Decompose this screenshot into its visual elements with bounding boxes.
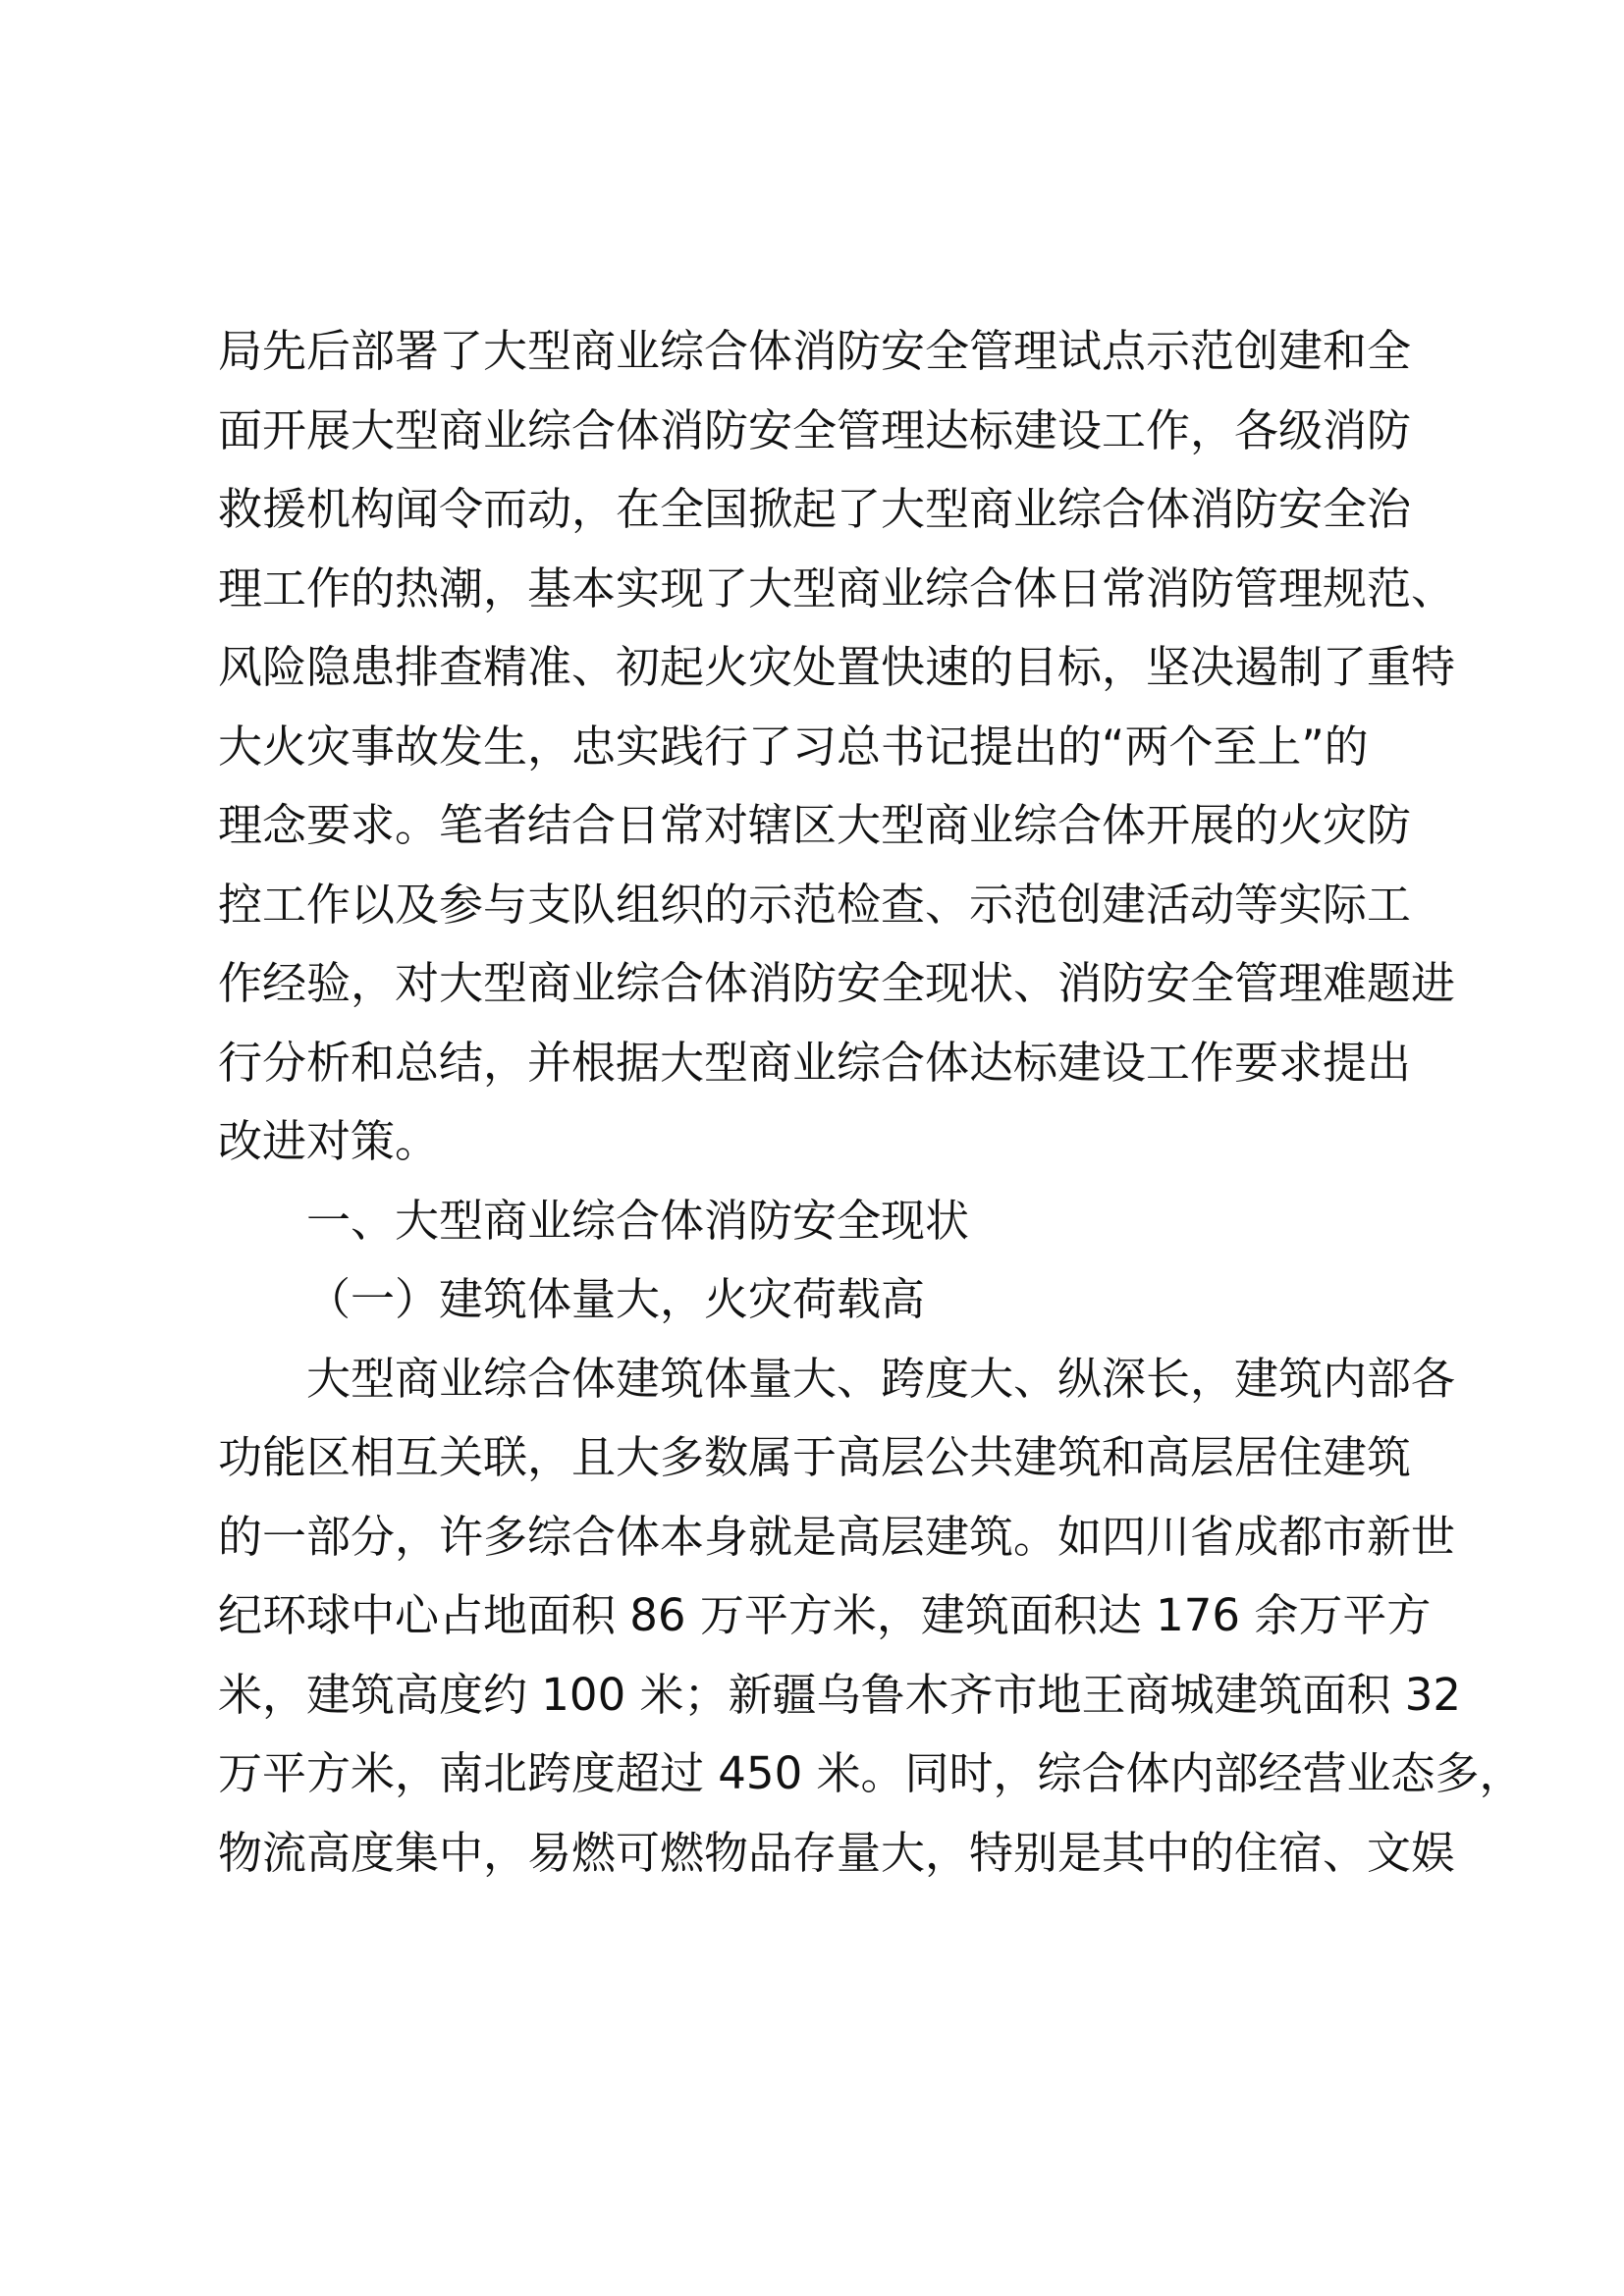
paragraph-line: 理工作的热潮，基本实现了大型商业综合体日常消防管理规范、	[218, 561, 1456, 614]
paragraph-line: 大型商业综合体建筑体量大、跨度大、纵深长，建筑内部各	[306, 1352, 1456, 1405]
section-heading: 一、大型商业综合体消防安全现状	[306, 1194, 970, 1247]
paragraph-line: 面开展大型商业综合体消防安全管理达标建设工作，各级消防	[218, 403, 1412, 456]
paragraph-line: 大火灾事故发生，忠实践行了习总书记提出的“两个至上”的	[218, 720, 1369, 773]
paragraph-line: 行分析和总结，并根据大型商业综合体达标建设工作要求提出	[218, 1036, 1412, 1089]
paragraph-line: 的一部分，许多综合体本身就是高层建筑。如四川省成都市新世	[218, 1510, 1456, 1563]
subsection-heading: （一）建筑体量大，火灾荷载高	[306, 1273, 926, 1325]
paragraph-line: 作经验，对大型商业综合体消防安全现状、消防安全管理难题进	[218, 957, 1456, 1009]
paragraph-line: 救援机构闻令而动，在全国掀起了大型商业综合体消防安全治	[218, 483, 1412, 535]
document-body	[218, 312, 1524, 1893]
paragraph-line: 风险隐患排查精准、初起火灾处置快速的目标，坚决遏制了重特	[218, 641, 1456, 693]
paragraph-line: 改进对策。	[218, 1115, 440, 1167]
paragraph-line: 物流高度集中，易燃可燃物品存量大，特别是其中的住宿、文娱	[218, 1826, 1456, 1879]
paragraph-line: 理念要求。笔者结合日常对辖区大型商业综合体开展的火灾防	[218, 799, 1412, 851]
paragraph-line: 万平方米，南北跨度超过 450 米。同时，综合体内部经营业态多，	[218, 1747, 1524, 1799]
paragraph-line: 米，建筑高度约 100 米；新疆乌鲁木齐市地王商城建筑面积 32	[218, 1668, 1462, 1721]
paragraph-line: 功能区相互关联，且大多数属于高层公共建筑和高层居住建筑	[218, 1431, 1412, 1483]
paragraph-line: 控工作以及参与支队组织的示范检查、示范创建活动等实际工	[218, 878, 1412, 931]
paragraph-line: 局先后部署了大型商业综合体消防安全管理试点示范创建和全	[218, 325, 1412, 377]
paragraph-line: 纪环球中心占地面积 86 万平方米，建筑面积达 176 余万平方	[218, 1589, 1432, 1641]
